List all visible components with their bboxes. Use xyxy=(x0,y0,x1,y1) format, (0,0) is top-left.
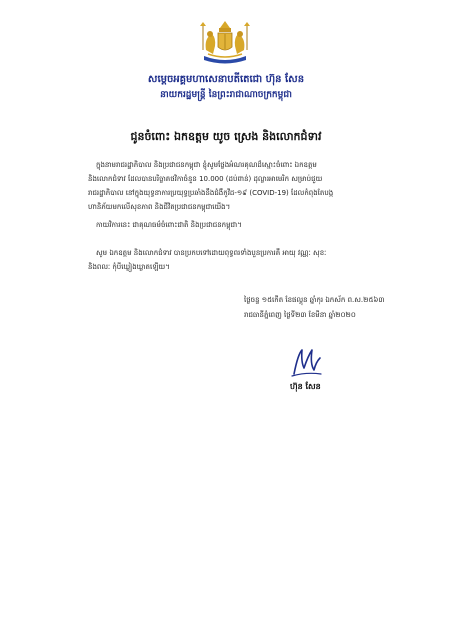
issuer-position: នាយករដ្ឋមន្ត្រី នៃព្រះរាជាណាចក្រកម្ពុជា xyxy=(160,90,292,100)
recipient-line: ជូនចំពោះ ឯកឧត្តម យូច ស្រេង និងលោកជំទាវ xyxy=(130,130,322,143)
paragraph-line: ក្នុងនាមរាជរដ្ឋាភិបាល និងប្រជាជនកម្ពុជា ខ្ញុំសូមថ្លែងអំណរគុណដ៏ស្មោះចំពោះ ឯកឧត្តម xyxy=(96,161,317,169)
paragraph-line: និងពលៈ កុំបីឃ្លៀងឃ្លាតឡើយ។ xyxy=(88,263,170,271)
royal-coat-of-arms-icon xyxy=(198,20,252,66)
paragraph-line: រាជរដ្ឋាភិបាល នៅក្នុងយុទ្ធនាការប្រយុទ្ធប្រឆាំងនឹងជំងឺកូវីដ-១៩ (COVID-19) ដែលកំពុងតែបង្ក xyxy=(88,189,334,197)
handwritten-signature xyxy=(288,344,324,380)
paragraph-gesture xyxy=(88,218,368,232)
paragraph-line: ហានិភ័យមកលើសុខភាព និងជីវិតប្រជាជនកម្ពុជាយើង។ xyxy=(88,203,231,211)
paragraph-blessing xyxy=(88,246,368,274)
paragraph-line: កាយវិការនេះ ជាគុណធម៌ចំពោះជាតិ និងប្រជាជនកម្ពុជា។ xyxy=(96,221,242,229)
paragraph-thanks xyxy=(88,158,368,214)
issuer-title: សម្តេចអគ្គមហាសេនាបតីតេជោ ហ៊ុន សែន xyxy=(147,74,305,85)
paragraph-line: និងលោកជំទាវ ដែលបានបរិច្ចាគថវិកាចំនួន 10.000 (ដប់ពាន់) ដុល្លារអាមេរិក សម្រាប់ជួយ xyxy=(88,175,323,183)
signer-name: ហ៊ុន សែន xyxy=(290,382,321,391)
solar-date: រាជធានីភ្នំពេញ ថ្ងៃទី២៣ ខែមីនា ឆ្នាំ២០២០ xyxy=(244,311,356,319)
lunar-date: ថ្ងៃចន្ទ ១៥កើត ខែផល្គុន ឆ្នាំកុរ ឯកស័ក ព.ស.២៥៦៣ xyxy=(244,296,385,304)
paragraph-line: សូម ឯកឧត្តម និងលោកជំទាវ បានប្រកបទៅដោយពុទ្ធពរទាំងបួនប្រការគឺ អាយុ វណ្ណៈ សុខៈ xyxy=(96,249,327,257)
